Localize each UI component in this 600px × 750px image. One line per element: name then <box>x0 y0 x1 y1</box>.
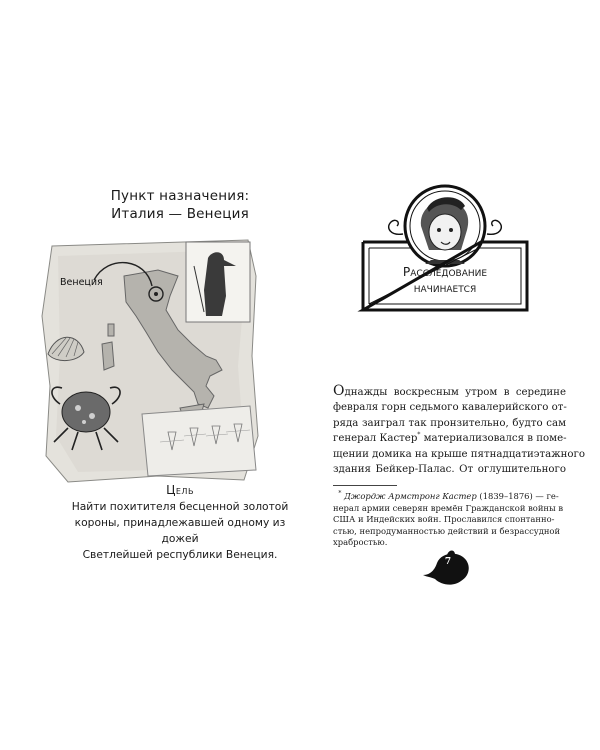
footnote-reference[interactable]: * <box>417 431 421 439</box>
footnote-line-4: стью, непродуманностью действий и безрассудной <box>333 525 561 536</box>
footnote-line-5: храбростью. <box>333 537 388 548</box>
frame-swirl-left <box>389 220 403 234</box>
sardinia-shape <box>102 342 114 370</box>
body-line-3: ряда заиграл так пронзительно, будто сам <box>333 417 566 429</box>
goal-line-2: короны, принадлежавшей одному из дожей <box>74 516 286 545</box>
destination-heading <box>60 187 300 223</box>
drop-letter: О <box>333 383 345 399</box>
footnote-name: Джордж Армстронг Кастер <box>344 491 477 501</box>
footnote <box>333 491 566 549</box>
chapter-title-line-1: Расследование <box>402 265 488 279</box>
crab-illustration <box>62 392 110 432</box>
goal-line-3: Светлейшей республики Венеция. <box>82 548 278 561</box>
footnote-marker: * <box>338 490 342 498</box>
body-line-6: здания Бейкер-Палас. От оглушительного <box>333 464 566 476</box>
footnote-line-3: США и Индейских войн. Прославился спонтанно- <box>333 514 555 525</box>
goal-text <box>60 499 300 563</box>
destination-line-2: Италия — Венеция <box>111 206 249 222</box>
map-label-venice: Венеция <box>60 277 103 288</box>
chapter-title-line-2: начинается <box>413 281 477 295</box>
footnote-line-2: нерал армии северян времён Гражданской войны в <box>333 502 564 513</box>
goal-line-1: Найти похитителя бесценной золотой <box>71 500 289 513</box>
italy-map-illustration <box>38 236 263 486</box>
chapter-title <box>370 264 520 296</box>
frame-swirl-right <box>487 220 501 234</box>
goal-title: Цель <box>166 483 194 497</box>
footnote-divider <box>333 485 397 486</box>
body-line-2: февраля горн седьмого кавалерийского от- <box>333 402 567 414</box>
body-line-5: щении домика на крыше пятнадцатиэтажного <box>333 448 585 460</box>
destination-line-1: Пункт назначения: <box>110 188 250 204</box>
body-line-1: Однажды воскресным утром в середине <box>333 383 566 399</box>
page-number-badge-icon <box>421 549 473 587</box>
footnote-line-1: * Джордж Армстронг Кастер (1839–1876) — ге- <box>338 490 559 501</box>
page-number: 7 <box>444 557 452 567</box>
body-line-4: генерал Кастер* материализовался в поме- <box>333 431 567 445</box>
chapter-body-text <box>333 383 585 477</box>
chandelier-sketch-card <box>142 406 256 476</box>
